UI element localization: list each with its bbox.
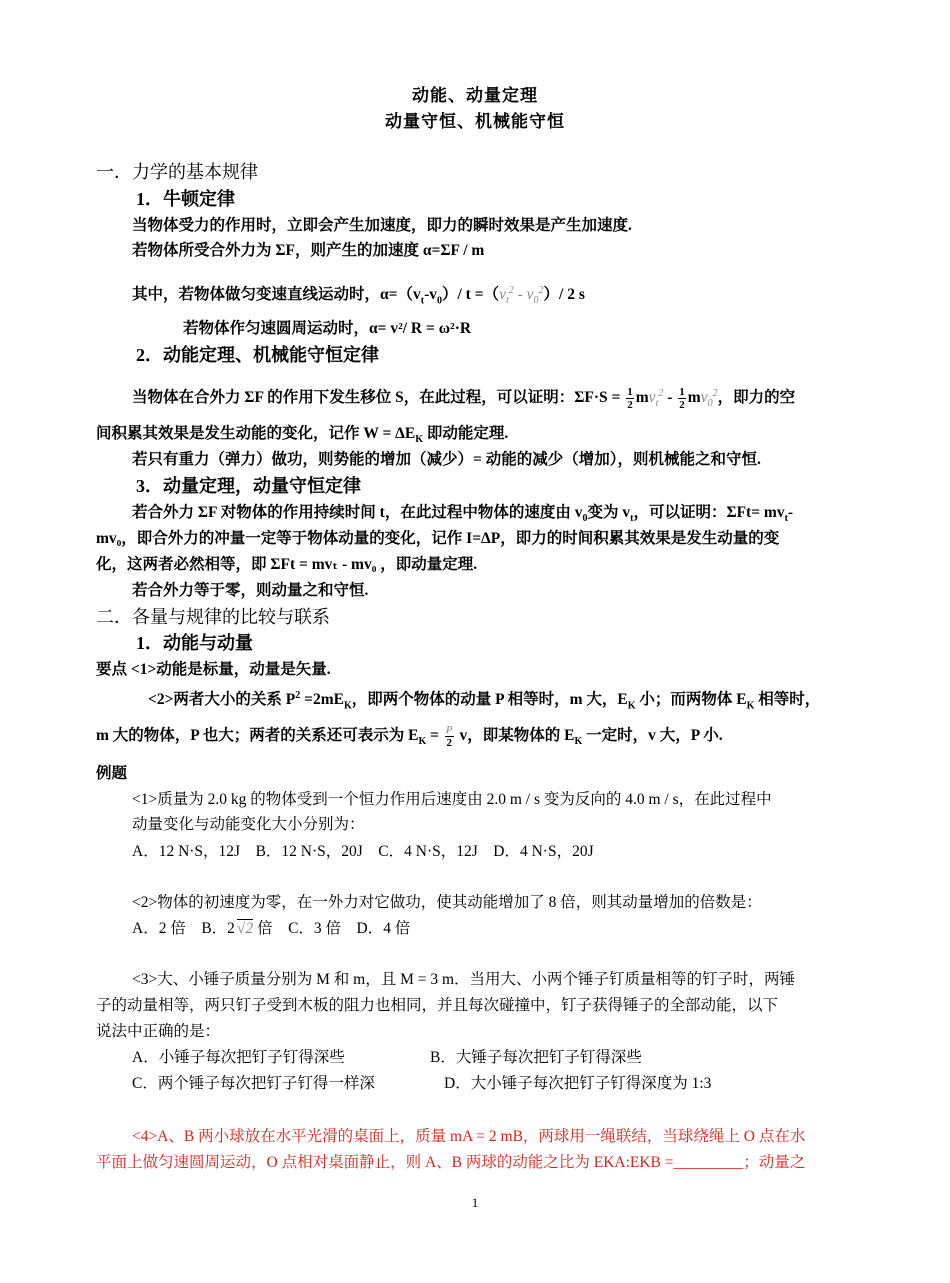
title-line-2: 动量守恒、机械能守恒 [385, 112, 565, 131]
kinetic-paragraph-3: 若只有重力（弹力）做功，则势能的增加（减少）= 动能的减少（增加），则机械能之和守恒. [132, 451, 761, 468]
q3-line-1: <3>大、小锤子质量分别为 M 和 m，且 M = 3 m．当用大、小两个锤子钉质量相等的钉子时，两锤 [132, 971, 796, 988]
momentum-paragraph-2: mv₀，即合外力的冲量一定等于物体动量的变化，记作 I=ΔP，即力的时间积累其效果是发生动量的变 [96, 530, 780, 547]
points-line-3: m 大的物体，P 也大；两者的关系还可表示为 $E_K$ = $\frac{P}{2}$ v，即某物体的 $E_K$ 一定时，v 大，P 小. [96, 724, 723, 749]
kinetic-paragraph-1: 当物体在合外力 ΣF 的作用下发生移位 S，在此过程，可以证明：ΣF·S = $\frac{1}{2}$ $mv_t^2$ - $\frac{1}{2}$ $mv_0^2$，即力的空 [132, 386, 796, 412]
q3-option-a: A．小锤子每次把钉子钉得深些 [132, 1049, 345, 1066]
newton-paragraph-1: 当物体受力的作用时，立即会产生加速度，即力的瞬时效果是产生加速度. [132, 217, 632, 234]
q3-line-3: 说法中正确的是： [96, 1023, 221, 1040]
q3-option-c: C．两个锤子每次把钉子钉得一样深 [132, 1075, 375, 1092]
newton-paragraph-3: 其中，若物体做匀变速直线运动时，$\alpha=(v_t-v_0)/$ $t =(v_t^2 - v_0^2)/$ 2 s [132, 285, 585, 307]
momentum-paragraph-3: 化，这两者必然相等，即 ΣFt = mvₜ - mv₀ ，即动量定理. [96, 556, 478, 573]
newton-paragraph-2: 若物体所受合外力为 ΣF，则产生的加速度 α=ΣF / m [132, 242, 485, 259]
q4-line-1: <4>A、B 两小球放在水平光滑的桌面上，质量 mA = 2 mB，两球用一绳联结，当球绕绳上 O 点在水 [132, 1128, 806, 1145]
fraction-p-over-2: $\frac{P}{2}$ [445, 724, 453, 749]
q2-line-1: <2>物体的初速度为零，在一外力对它做功，使其动能增加了 8 倍，则其动量增加的倍数是： [132, 894, 762, 911]
q3-option-b: B．大锤子每次把钉子钉得深些 [430, 1049, 642, 1066]
examples-heading: 例题 [96, 765, 128, 782]
q1-options: A．12 N·S，12J B．12 N·S，20J C．4 N·S，12J D．4 N·S，20J [132, 843, 594, 860]
section-2-heading: 二．各量与规律的比较与联系 [96, 607, 330, 627]
section-1-2-heading: 2．动能定理、机械能守恒定律 [136, 345, 379, 365]
section-1-3-heading: 3．动量定理，动量守恒定律 [136, 476, 361, 496]
q3-option-d: D．大小锤子每次把钉子钉得深度为 1:3 [444, 1075, 712, 1092]
title-line-1: 动能、动量定理 [412, 86, 538, 105]
fraction-half-1: $\frac{1}{2}$ [627, 386, 633, 412]
points-line-2: <2>两者大小的关系 $P^2 =2mE_K$，即两个物体的动量 P 相等时，m 大，$E_K$ 小；而两物体 $E_K$ 相等时， [148, 690, 821, 712]
fraction-half-2: $\frac{1}{2}$ [679, 386, 685, 412]
section-2-1-heading: 1．动能与动量 [136, 633, 253, 653]
q1-line-1: <1>质量为 2.0 kg 的物体受到一个恒力作用后速度由 2.0 m / s 变为反向的 4.0 m / s，在此过程中 [132, 791, 772, 808]
newton-paragraph-4: 若物体作匀速圆周运动时，α= v²/ R = ω²·R [183, 320, 472, 337]
section-1-1-heading: 1．牛顿定律 [136, 189, 235, 209]
page-number: 1 [471, 1195, 479, 1210]
q1-line-2: 动量变化与动能变化大小分别为： [132, 816, 365, 833]
points-line-1: 要点 <1>动能是标量，动量是矢量. [96, 661, 331, 678]
q4-line-2: 平面上做匀速圆周运动，O 点相对桌面静止，则 A、B 两球的动能之比为 EKA:EKB =_________；动量之 [96, 1154, 806, 1171]
section-1-heading: 一．力学的基本规律 [96, 162, 258, 182]
momentum-paragraph-1: 若合外力 ΣF 对物体的作用持续时间 t，在此过程中物体的速度由 $v_0$变为 $v_t$，可以证明：$\Sigma Ft= mv_t-$ [132, 504, 794, 525]
q2-options: A．2 倍 B．2 √2 倍 C．3 倍 D．4 倍 [132, 920, 411, 937]
kinetic-paragraph-2: 间积累其效果是发生动能的变化，记作 $W = \Delta E_K$ 即动能定理. [96, 425, 509, 446]
momentum-paragraph-4: 若合外力等于零，则动量之和守恒. [132, 582, 369, 599]
q3-line-2: 子的动量相等，两只钉子受到木板的阻力也相同，并且每次碰撞中，钉子获得锤子的全部动能，以下 [96, 997, 779, 1014]
